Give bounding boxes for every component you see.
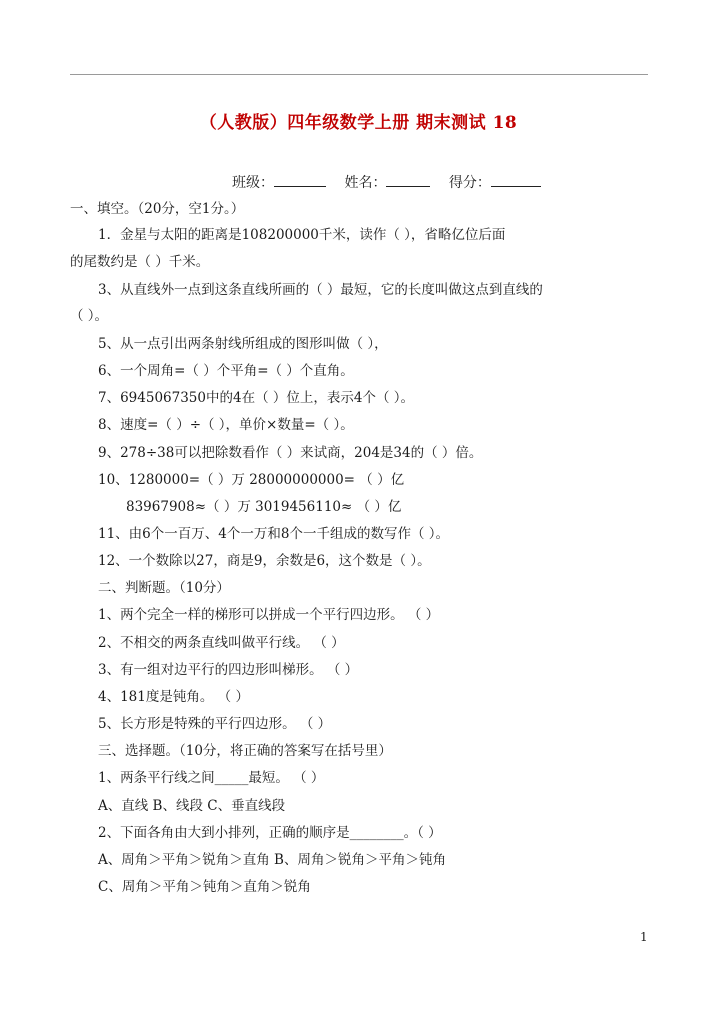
- question-9: 9、278÷38可以把除数看作（ ）来试商，204是34的（ ）倍。: [98, 445, 483, 461]
- page-number: 1: [640, 930, 648, 944]
- score-blank[interactable]: [491, 172, 541, 187]
- question-10-line-2: 83967908≈（ ）万 3019456110≈ （ ）亿: [126, 499, 402, 515]
- section-3-heading: 三、选择题。（10分，将正确的答案写在括号里）: [98, 743, 392, 759]
- section-2-heading: 二、判断题。（10分）: [98, 580, 230, 596]
- question-6: 6、一个周角=（ ）个平角=（ ）个直角。: [98, 363, 354, 379]
- name-label: 姓名：: [344, 175, 387, 191]
- student-info-row: [232, 172, 541, 192]
- name-blank[interactable]: [386, 172, 430, 187]
- question-8: 8、速度=（ ）÷（ ），单价×数量=（ ）。: [98, 417, 354, 433]
- page-title: （人教版）四年级数学上册 期末测试 18: [199, 113, 518, 133]
- choice-2-options-ab: A、周角＞平角＞锐角＞直角 B、周角＞锐角＞平角＞钝角: [98, 852, 446, 868]
- question-1-line-2: 的尾数约是（ ）千米。: [70, 254, 210, 270]
- question-1-line-1: 1．金星与太阳的距离是108200000千米，读作（ ），省略亿位后面: [98, 227, 506, 243]
- judge-1: 1、两个完全一样的梯形可以拼成一个平行四边形。 （ ）: [98, 607, 440, 623]
- question-10-line-1: 10、1280000=（ ）万 28000000000= （ ）亿: [98, 472, 405, 488]
- judge-4: 4、181度是钝角。 （ ）: [98, 689, 249, 705]
- question-5: 5、从一点引出两条射线所组成的图形叫做（ ），: [98, 336, 388, 352]
- section-1-heading: 一、填空。（20分，空1分。）: [70, 201, 245, 217]
- score-label: 得分：: [448, 175, 491, 191]
- choice-1: 1、两条平行线之间_____最短。 （ ）: [98, 770, 325, 786]
- judge-3: 3、有一组对边平行的四边形叫梯形。 （ ）: [98, 662, 359, 678]
- choice-2-option-c: C、周角＞平角＞钝角＞直角＞锐角: [98, 879, 311, 895]
- question-7: 7、6945067350中的4在（ ）位上，表示4个（ ）。: [98, 390, 414, 406]
- question-12: 12、一个数除以27，商是9，余数是6，这个数是（ ）。: [98, 553, 431, 569]
- choice-1-options: A、直线 B、线段 C、垂直线段: [98, 798, 286, 814]
- header-rule: [70, 74, 648, 75]
- choice-2: 2、下面各角由大到小排列，正确的顺序是________。（ ）: [98, 825, 442, 841]
- question-11: 11、由6个一百万、4个一万和8个一千组成的数写作（ ）。: [98, 526, 449, 542]
- judge-2: 2、不相交的两条直线叫做平行线。 （ ）: [98, 635, 345, 651]
- question-3-line-2: （ ）。: [70, 308, 109, 324]
- class-blank[interactable]: [274, 172, 326, 187]
- judge-5: 5、长方形是特殊的平行四边形。 （ ）: [98, 716, 332, 732]
- question-3-line-1: 3、从直线外一点到这条直线所画的（ ）最短，它的长度叫做这点到直线的: [98, 282, 543, 298]
- class-label: 班级：: [232, 175, 274, 191]
